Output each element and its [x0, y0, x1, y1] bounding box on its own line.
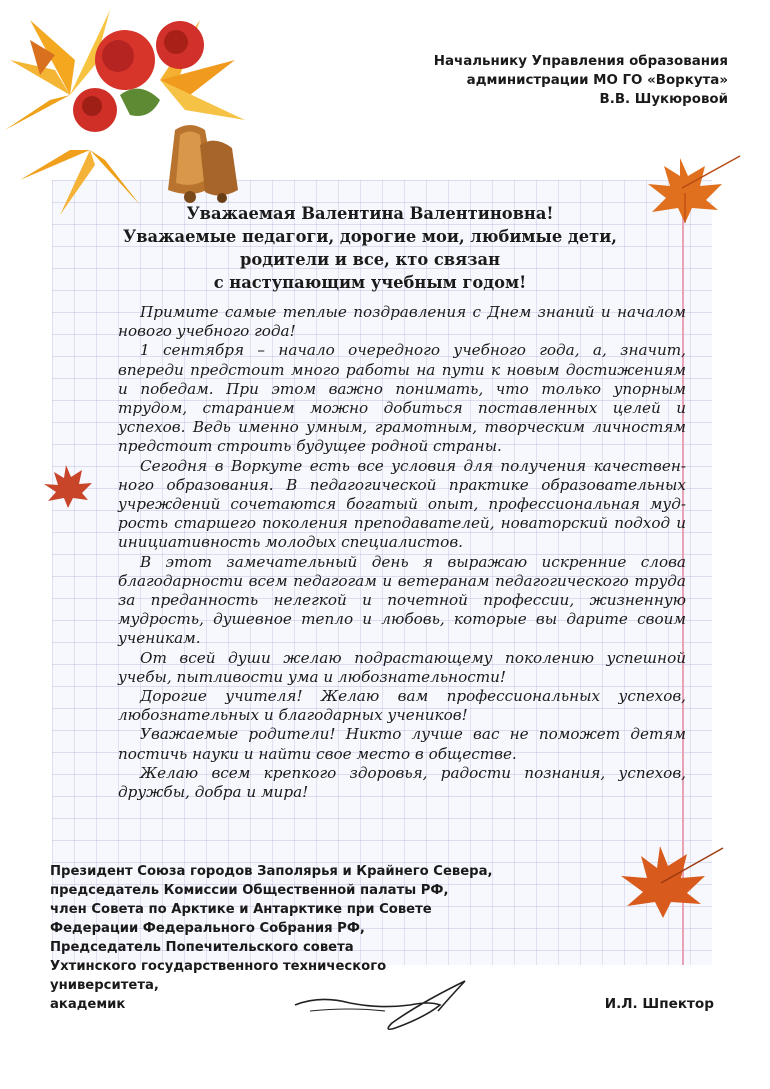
flowers-bell-decoration [0, 0, 250, 225]
signer-line: Президент Союза городов Заполярья и Крайнего Севера, [50, 864, 493, 879]
body-paragraph: Желаю всем крепкого здоровья, радости познания, успехов, дружбы, добра и мира! [118, 763, 686, 802]
recipient-line: Начальнику Управления образования [433, 54, 728, 69]
body-paragraph: 1 сентября – начало очередного учебного года, а, значит, впереди предстоит много работы на пути к новым достижениям и победам. При этом важно понимать, что только упорным трудом, старанием можно добиться поставленных целей и успехов. Ведь именно умным, грамотным, творческим личностям предстоит строить будущее родной страны. [118, 341, 686, 456]
signer-line: Федерации Федерального Собрания РФ, [50, 921, 365, 936]
letter-body [118, 303, 686, 802]
signer-line: Председатель Попечительского совета [50, 940, 354, 955]
greeting-line: родители и все, кто связан [240, 250, 500, 269]
body-paragraph: От всей души желаю подрастающему поколению успешной учебы, пытливости ума и любознательности! [118, 648, 686, 686]
signer-line: член Совета по Арктике и Антарктике при Совете [50, 902, 432, 917]
recipient-block [434, 52, 728, 109]
maple-leaf-icon [630, 148, 745, 228]
greeting-line: с наступающим учебным годом! [213, 273, 527, 292]
handwritten-signature [290, 975, 480, 1040]
green-leaf [120, 89, 160, 116]
greeting-heading [100, 202, 640, 294]
signer-line: председатель Комиссии Общественной палаты РФ, [50, 883, 449, 898]
maple-leaf-icon [36, 460, 96, 510]
recipient-line: В.В. Шукюровой [599, 92, 728, 107]
signature-name: И.Л. Шпектор [604, 996, 714, 1012]
body-paragraph: Дорогие учителя! Желаю вам профессиональных успехов, любознательных и благодарных учеников! [118, 687, 686, 725]
body-paragraph: Сегодня в Воркуте есть все условия для получения качествен-ного образования. В педагогической практике образовательных учреждений сочетаются богатый опыт, профессиональная муд-рость старшего поколения преподавателей, новаторский подход и инициативность молодых специалистов. [118, 456, 686, 552]
body-paragraph: В этот замечательный день я выражаю искренние слова благодарности всем педагогам и ветеранам педагогического труда за преданность нелегкой и почетной профессии, жизненную мудрость, душевное тепло и любовь, которые вы дарите своим ученикам. [118, 552, 686, 648]
recipient-line: администрации МО ГО «Воркута» [466, 73, 728, 88]
signer-line: университета, [50, 978, 159, 993]
signer-line: академик [50, 997, 126, 1012]
body-paragraph: Уважаемые родители! Никто лучше вас не поможет детям постичь науки и найти свое место в обществе. [118, 725, 686, 763]
signer-line: Ухтинского государственного технического [50, 959, 387, 974]
greeting-line: Уважаемая Валентина Валентиновна! [186, 204, 554, 223]
maple-leaf-icon [605, 838, 725, 923]
body-paragraph: Примите самые теплые поздравления с Днем знаний и началом нового учебного года! [118, 303, 686, 341]
bell-icon-2 [200, 141, 238, 203]
greeting-line: Уважаемые педагоги, дорогие мои, любимые дети, [123, 227, 617, 246]
